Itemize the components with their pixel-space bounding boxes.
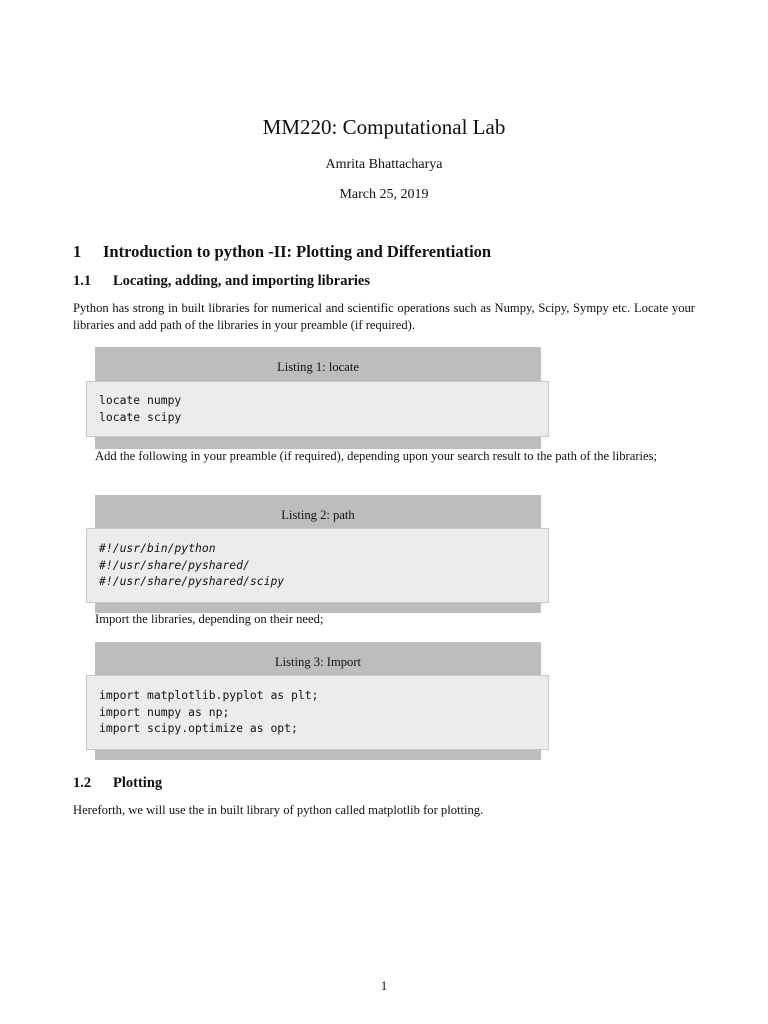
code-line: import scipy.optimize as opt; (99, 721, 298, 735)
paragraph-intro: Python has strong in built libraries for numerical and scientific operations such as Numpy, Scipy, Sympy etc. Locate your libraries and add path of the libraries in your preamble (if required). (73, 301, 695, 332)
code-line: #!/usr/share/pyshared/ (99, 557, 250, 572)
paragraph-preamble: Add the following in your preamble (if required), depending upon your search result to the path of the libraries; (95, 449, 658, 463)
section-number: 1 (73, 242, 82, 261)
paragraph-plotting: Hereforth, we will use the in built library of python called matplotlib for plotting. (73, 803, 484, 817)
subsection-heading-1-2 (73, 775, 162, 792)
section-heading-1 (73, 242, 491, 262)
subsection-number: 1.1 (73, 273, 92, 289)
listing-3-code (86, 675, 549, 750)
code-line: #!/usr/bin/python (99, 541, 216, 555)
subsection-title: Locating, adding, and importing libraries (113, 273, 371, 289)
listing-1-code (86, 381, 549, 437)
listing-2-caption: Listing 2: path (281, 508, 355, 522)
code-line: import numpy as np; (99, 704, 230, 719)
code-line: #!/usr/share/pyshared/scipy (99, 574, 285, 588)
code-line: locate scipy (99, 409, 182, 424)
page-number: 1 (380, 979, 388, 993)
listing-1-caption: Listing 1: locate (277, 360, 359, 374)
subsection-heading-1-1 (73, 273, 370, 290)
listing-2-code (86, 528, 549, 603)
subsection-title: Plotting (113, 775, 163, 791)
author-name: Amrita Bhattacharya (325, 157, 443, 172)
listing-3-caption: Listing 3: Import (274, 655, 362, 669)
section-title: Introduction to python -II: Plotting and Differentiation (103, 242, 492, 261)
code-line: locate numpy (99, 393, 182, 407)
code-line: import matplotlib.pyplot as plt; (99, 688, 319, 702)
document-date: March 25, 2019 (339, 187, 429, 202)
paragraph-import: Import the libraries, depending on their need; (95, 612, 324, 626)
document-title: MM220: Computational Lab (262, 115, 506, 139)
subsection-number: 1.2 (73, 775, 92, 791)
